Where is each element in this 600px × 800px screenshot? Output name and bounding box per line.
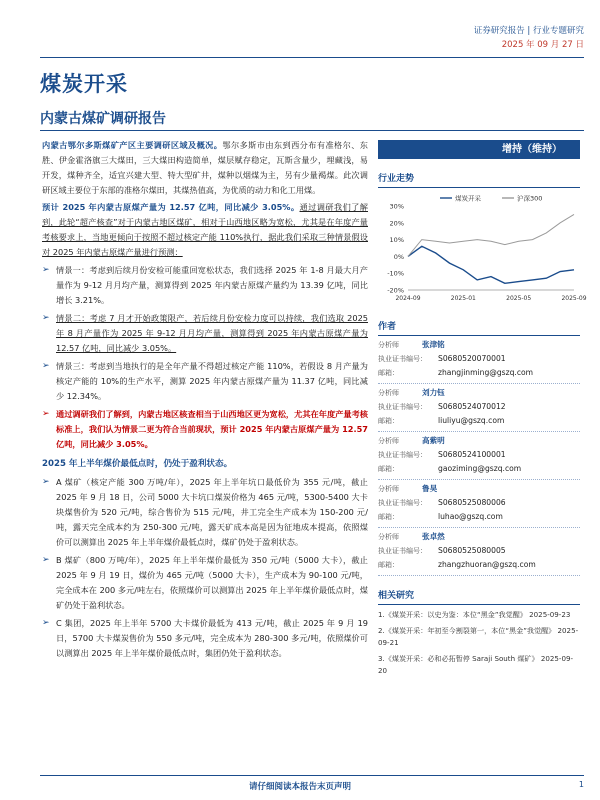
bullet-icon: ➢ (42, 409, 50, 419)
scenario-1-text: 情景一：考虑到后续月份安检可能重回宽松状态，我们选择 2025 年 1-8 月最大月产量作为 9-12 月月均产量，测算得到 2025 年内蒙古原煤产量约为 13.39 亿吨，同比增长 3.21%。 (56, 265, 368, 305)
forecast-paragraph (42, 200, 368, 260)
y-tick-label: -20% (387, 286, 404, 295)
rating-badge: 增持（维持） (378, 140, 580, 159)
main-content (42, 138, 368, 663)
author-name: 刘力钰 (422, 388, 445, 397)
author-cert: S0680524100001 (438, 450, 506, 459)
bullet-icon: ➢ (42, 618, 50, 628)
author-cert: S0680525080005 (438, 546, 506, 555)
author-role: 分析师 (378, 533, 399, 541)
sidebar (378, 140, 587, 677)
author-entry (378, 432, 580, 480)
related-report[interactable]: 3.《煤炭开采：必和必拓暂停 Saraji South 煤矿》 2025-09-20 (378, 654, 574, 675)
bullet-icon: ➢ (42, 313, 50, 323)
page-number: 1 (578, 780, 584, 789)
author-email: luhao@gszq.com (438, 512, 503, 521)
email-label: 邮箱： (378, 465, 399, 473)
related-report[interactable]: 1.《煤炭开采：以史为鉴：本位“黑金”我觉醒》 2025-09-23 (378, 610, 571, 619)
scenario-conclusion-text: 通过调研我们了解到，内蒙古地区核查相当于山西地区更为宽松，尤其在年度产量考核标准上，我们认为情景二更为符合当前现状，预计 2025 年内蒙古原煤产量为 12.57 亿吨，同比减少 3.05%。 (56, 409, 368, 449)
email-label: 邮箱： (378, 561, 399, 569)
y-tick-label: 10% (389, 236, 404, 245)
bullet-icon: ➢ (42, 361, 50, 371)
email-label: 邮箱： (378, 417, 399, 425)
x-tick-label: 2025-05 (506, 295, 532, 302)
author-role: 分析师 (378, 341, 399, 349)
email-label: 邮箱： (378, 369, 399, 377)
overview-text: 鄂尔多斯市由东到西分布有准格尔、东胜、伊金霍洛旗三大煤田，三大煤田构造简单，煤层赋存稳定，瓦斯含量少，埋藏浅，易开发，煤种齐全，适宜兴建大型、特大型矿井，煤种以烟煤为主，另有少量褐煤。此次调研区域主要位于东部的准格尔煤田，其煤热值高，为优质的动力和化工用煤。 (42, 140, 368, 195)
footer-disclaimer: 请仔细阅读本报告末页声明 (248, 782, 351, 792)
author-name: 张卓然 (422, 532, 445, 541)
scenario-2-text: 情景二：考虑 7 月才开始政策限产，若后续月份安检力度可以持续，我们选取 2025 年 8 月产量作为 2025 年 9-12 月月均产量，测算得到 2025 年内蒙古原煤产量为 12.57 亿吨，同比减少 3.05%。 (56, 313, 368, 353)
legend-label: 沪深300 (517, 194, 543, 203)
mine-c (42, 616, 368, 661)
scenario-2 (42, 311, 368, 356)
author-email: liuliyu@gszq.com (438, 416, 505, 425)
authors-heading: 作者 (378, 319, 580, 336)
author-role: 分析师 (378, 485, 399, 493)
x-tick-label: 2025-09 (561, 295, 587, 302)
trend-chart-svg (378, 192, 587, 307)
author-name: 张津铭 (422, 340, 445, 349)
x-tick-label: 2025-01 (450, 295, 476, 302)
author-role: 分析师 (378, 389, 399, 397)
overview-paragraph (42, 138, 368, 198)
mine-a (42, 475, 368, 550)
author-cert: S0680525080006 (438, 498, 506, 507)
x-tick-label: 2024-09 (395, 295, 421, 302)
author-cert: S0680524070012 (438, 402, 506, 411)
report-header (474, 24, 584, 52)
trend-heading: 行业走势 (378, 171, 580, 188)
scenario-conclusion (42, 407, 368, 452)
author-name: 鲁昊 (422, 484, 438, 493)
authors-list (378, 336, 580, 576)
mine-b (42, 553, 368, 613)
series-line-coal (408, 246, 574, 283)
bullet-icon: ➢ (42, 555, 50, 565)
report-title: 内蒙古煤矿调研报告 (40, 111, 166, 127)
cert-label: 执业证书编号： (378, 403, 427, 411)
y-tick-label: 20% (389, 219, 404, 228)
series-line-hs300 (408, 214, 574, 256)
author-email: zhangzhuoran@gszq.com (438, 560, 536, 569)
industry-title: 煤炭开采 (40, 72, 128, 96)
mine-a-text: A 煤矿（核定产能 300 万吨/年），2025 年上半年坑口最低价为 355 元/吨，截止 2025 年 9 月 18 日，公司 5000 大卡坑口煤炭价格为 465 元/吨，5300-5400 大卡块煤售价为 520 元/吨，综合售价为 515 元/吨，井工完全生产成本为 150-200 元/吨，露天完全成本约为 250-300 元/吨，露天矿成本高是因为征地成本提高，依照煤价可以测算出 2025 年上半年煤价最低点时，煤矿仍处于盈利状态。 (56, 477, 368, 547)
forecast-text: 通过调研我们了解到，此轮“超产核查”对于内蒙古地区煤矿，相对于山西地区略为宽松，尤其是在年度产量考核要求上，当地更倾向于按照不超过核定产能 110%执行，据此我们采取三种情景假设对 2025 年内蒙古原煤产量进行预测： (42, 202, 368, 257)
cert-label: 执业证书编号： (378, 499, 427, 507)
author-email: zhangjinming@gszq.com (438, 368, 534, 377)
title-divider (40, 130, 584, 131)
author-entry (378, 528, 580, 576)
related-list (378, 609, 580, 677)
section-heading: 2025 年上半年煤价最低点时，仍处于盈利状态。 (42, 459, 233, 469)
report-date: 2025 年 09 月 27 日 (501, 40, 584, 50)
author-name: 高紫明 (422, 436, 445, 445)
email-label: 邮箱： (378, 513, 399, 521)
cert-label: 执业证书编号： (378, 355, 427, 363)
scenario-3-text: 情景三：考虑到当地执行的是全年产量不得超过核定产能 110%，若假设 8 月产量为核定产能的 10%的生产水平，测算 2025 年内蒙古原煤产量为 11.37 亿吨，同比减少 12.34%。 (56, 361, 368, 401)
bullet-icon: ➢ (42, 265, 50, 275)
scenario-3 (42, 359, 368, 404)
footer-divider (40, 775, 584, 776)
author-entry (378, 384, 580, 432)
overview-lead: 内蒙古鄂尔多斯煤矿产区主要调研区域及概况。 (42, 140, 223, 150)
scenario-1 (42, 263, 368, 308)
related-report[interactable]: 2.《煤炭开采：年初至今割裂第一，本位“黑金”我觉醒》 2025-09-21 (378, 626, 579, 647)
author-cert: S0680520070001 (438, 354, 506, 363)
y-tick-label: 0% (393, 252, 404, 261)
author-email: gaoziming@gszq.com (438, 464, 522, 473)
forecast-lead: 预计 2025 年内蒙古原煤产量为 12.57 亿吨，同比减少 3.05%。 (42, 202, 300, 212)
mine-b-text: B 煤矿（800 万吨/年），2025 年上半年煤价最低为 350 元/吨（5000 大卡），截止 2025 年 9 月 19 日，煤价为 465 元/吨（5000 大卡），生产成本为 90-100 元/吨，完全成本在 200 多元/吨左右，依照煤价可以测算出 2025 年上半年煤价最低点时，煤矿仍处于盈利状态。 (56, 555, 368, 610)
bullet-icon: ➢ (42, 477, 50, 487)
author-role: 分析师 (378, 437, 399, 445)
cert-label: 执业证书编号： (378, 451, 427, 459)
mine-c-text: C 集团，2025 年上半年 5700 大卡煤价最低为 413 元/吨，截止 2025 年 9 月 19 日，5700 大卡煤炭售价为 550 多元/吨，完全成本为 280-300 多元/吨，依照煤价可以测算出 2025 年上半年煤价最低点时，集团仍处于盈利状态。 (56, 618, 368, 658)
header-divider (40, 57, 584, 58)
related-heading: 相关研究 (378, 588, 580, 605)
trend-chart (378, 192, 587, 307)
report-type: 证券研究报告 | 行业专题研究 (473, 26, 584, 36)
y-tick-label: -10% (387, 269, 404, 278)
cert-label: 执业证书编号： (378, 547, 427, 555)
legend-label: 煤炭开采 (455, 194, 481, 203)
author-entry (378, 480, 580, 528)
y-tick-label: 30% (389, 202, 404, 211)
author-entry (378, 336, 580, 384)
